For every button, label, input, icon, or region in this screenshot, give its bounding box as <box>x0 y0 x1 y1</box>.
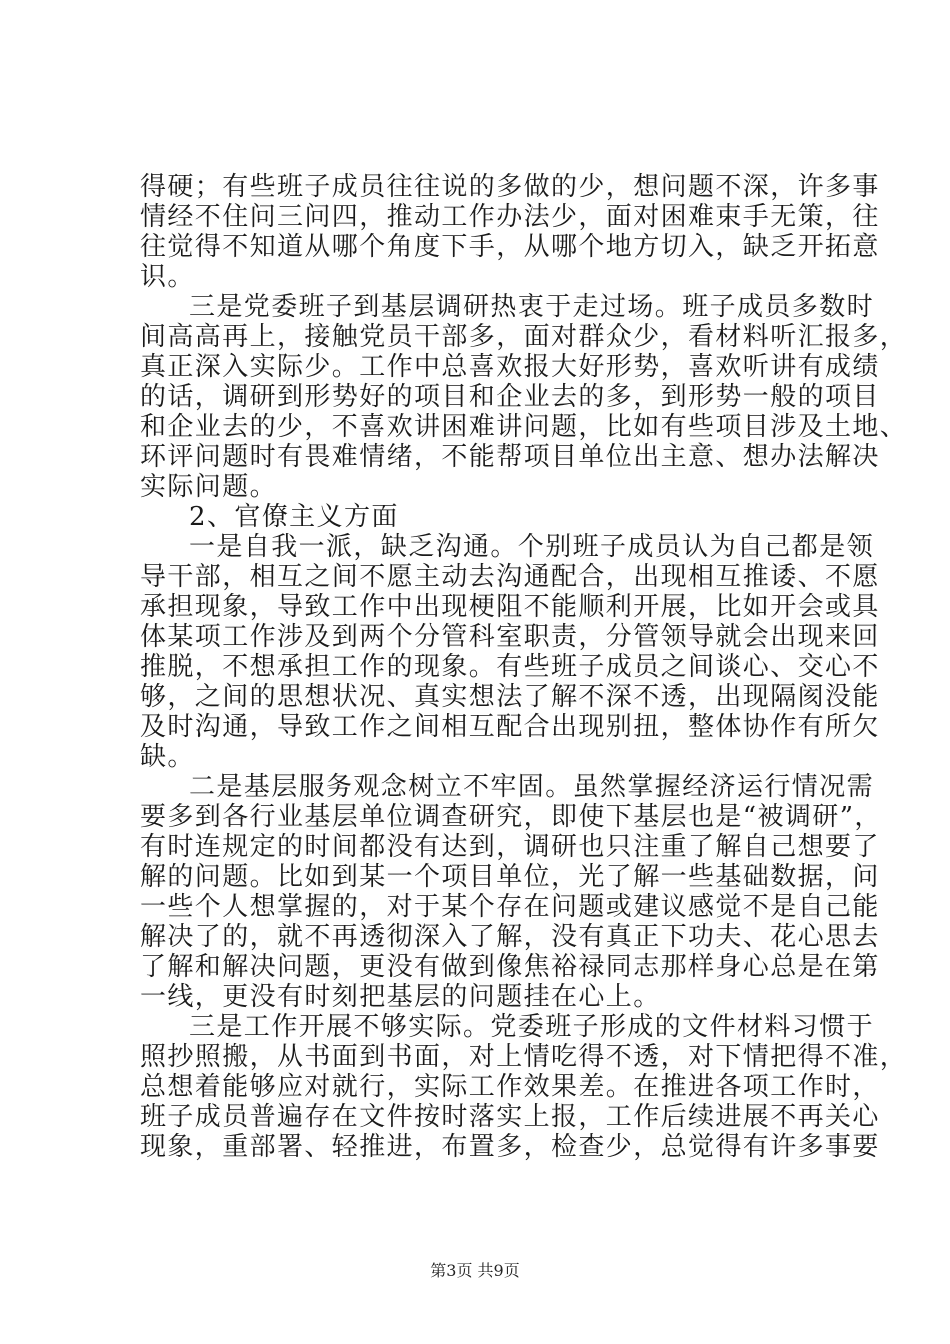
text-line: 环评问题时有畏难情绪，不能帮项目单位出主意、想办法解决 <box>140 442 880 472</box>
text-line: 一是自我一派，缺乏沟通。个别班子成员认为自己都是领 <box>189 532 875 562</box>
text-line: 往觉得不知道从哪个角度下手，从哪个地方切入，缺乏开拓意 <box>140 232 880 262</box>
text-line: 2、官僚主义方面 <box>189 502 399 532</box>
text-line: 及时沟通，导致工作之间相互配合出现别扭，整体协作有所欠 <box>140 712 880 742</box>
text-line: 三是党委班子到基层调研热衷于走过场。班子成员多数时 <box>189 292 875 322</box>
text-line: 班子成员普遍存在文件按时落实上报，工作后续进展不再关心 <box>140 1102 880 1132</box>
text-line: 了解和解决问题，更没有做到像焦裕禄同志那样身心总是在第 <box>140 952 880 982</box>
text-line: 二是基层服务观念树立不牢固。虽然掌握经济运行情况需 <box>189 772 875 802</box>
document-body <box>140 172 908 1162</box>
text-line: 导干部，相互之间不愿主动去沟通配合，出现相互推诿、不愿 <box>140 562 880 592</box>
text-line: 要多到各行业基层单位调查研究，即使下基层也是“被调研”， <box>140 802 882 832</box>
text-line: 够，之间的思想状况、真实想法了解不深不透，出现隔阂没能 <box>140 682 880 712</box>
text-line: 体某项工作涉及到两个分管科室职责，分管领导就会出现来回 <box>140 622 880 652</box>
text-line: 总想着能够应对就行，实际工作效果差。在推进各项工作时， <box>140 1072 880 1102</box>
text-line: 推脱，不想承担工作的现象。有些班子成员之间谈心、交心不 <box>140 652 880 682</box>
text-line: 缺。 <box>140 742 195 772</box>
text-line: 识。 <box>140 262 195 292</box>
text-line: 和企业去的少，不喜欢讲困难讲问题，比如有些项目涉及土地、 <box>140 412 908 442</box>
text-line: 的话，调研到形势好的项目和企业去的多，到形势一般的项目 <box>140 382 880 412</box>
text-line: 承担现象，导致工作中出现梗阻不能顺利开展，比如开会或具 <box>140 592 880 622</box>
page-footer: 第3页 共9页 <box>430 1261 520 1280</box>
text-line: 情经不住问三问四，推动工作办法少，面对困难束手无策，往 <box>140 202 880 232</box>
text-line: 一些个人想掌握的，对于某个存在问题或建议感觉不是自己能 <box>140 892 880 922</box>
text-line: 现象，重部署、轻推进，布置多，检查少，总觉得有许多事要 <box>140 1132 880 1162</box>
text-line: 一线，更没有时刻把基层的问题挂在心上。 <box>140 982 661 1012</box>
text-line: 得硬；有些班子成员往往说的多做的少，想问题不深，许多事 <box>140 172 880 202</box>
text-line: 真正深入实际少。工作中总喜欢报大好形势，喜欢听讲有成绩 <box>140 352 880 382</box>
text-line: 解的问题。比如到某一个项目单位，光了解一些基础数据，问 <box>140 862 880 892</box>
text-line: 解决了的，就不再透彻深入了解，没有真正下功夫、花心思去 <box>140 922 880 952</box>
text-line: 有时连规定的时间都没有达到，调研也只注重了解自己想要了 <box>140 832 880 862</box>
text-line: 照抄照搬，从书面到书面，对上情吃得不透，对下情把得不准， <box>140 1042 908 1072</box>
text-line: 三是工作开展不够实际。党委班子形成的文件材料习惯于 <box>189 1012 875 1042</box>
text-line: 间高高再上，接触党员干部多，面对群众少，看材料听汇报多， <box>140 322 908 352</box>
text-line: 实际问题。 <box>140 472 278 502</box>
